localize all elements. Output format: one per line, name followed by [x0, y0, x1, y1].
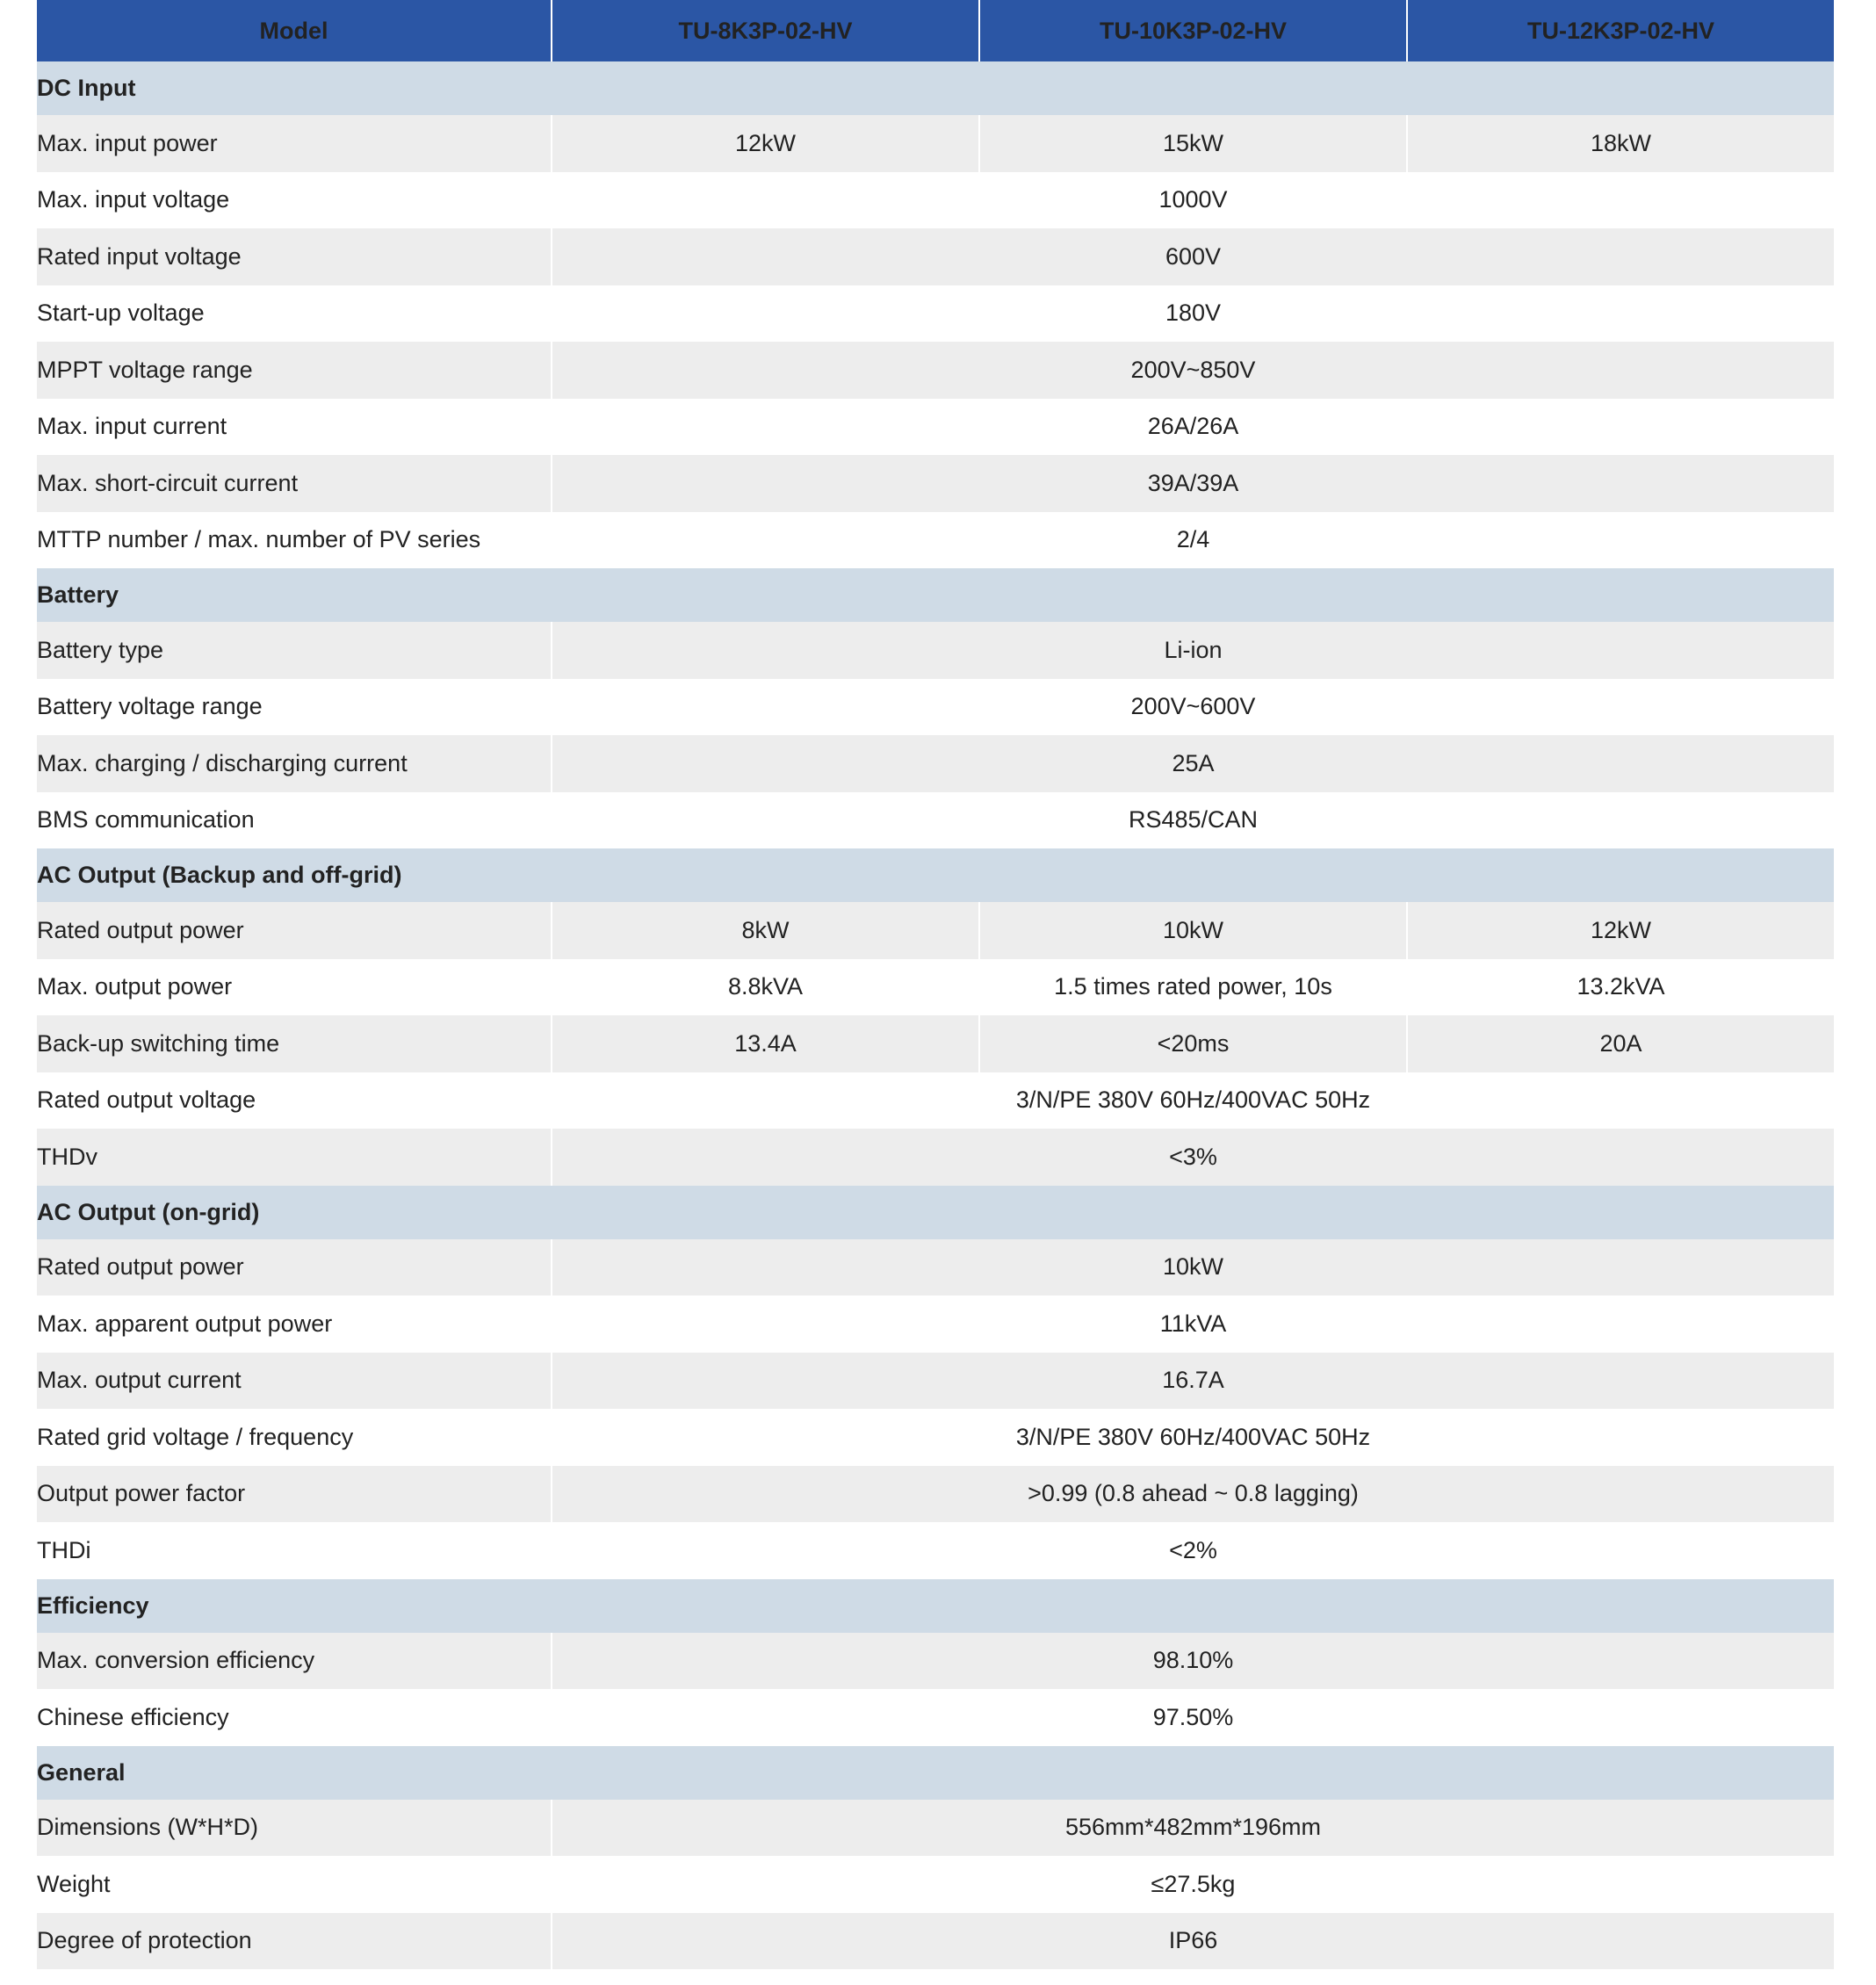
model-column-header: TU-12K3P-02-HV: [1407, 0, 1834, 61]
row-value: 2/4: [552, 512, 1834, 569]
row-value: 98.10%: [552, 1633, 1834, 1690]
table-row: [37, 115, 1834, 172]
table-row: [37, 399, 1834, 456]
row-value: 25A: [552, 735, 1834, 792]
row-label: BMS communication: [37, 806, 255, 834]
row-value: 12kW: [1407, 902, 1834, 959]
row-label: Start-up voltage: [37, 300, 205, 327]
table-row: [37, 1466, 1834, 1523]
row-value: 1000V: [552, 172, 1834, 229]
table-row: [37, 1633, 1834, 1690]
row-value: 200V~850V: [552, 342, 1834, 399]
table-header-row: [37, 0, 1834, 61]
row-label: Max. output power: [37, 973, 233, 1000]
table-row: [37, 1129, 1834, 1186]
row-value: 1.5 times rated power, 10s: [979, 959, 1407, 1016]
table-row: [37, 1239, 1834, 1296]
section-title: Efficiency: [37, 1592, 149, 1619]
section-title: AC Output (on-grid): [37, 1198, 260, 1225]
model-column-header: TU-8K3P-02-HV: [552, 0, 979, 61]
section-header-row: [37, 1746, 1834, 1800]
table-row: [37, 1689, 1834, 1746]
table-row: [37, 1800, 1834, 1857]
row-label: THDi: [37, 1536, 91, 1563]
row-value: 20A: [1407, 1015, 1834, 1072]
row-label: Rated input voltage: [37, 242, 242, 270]
table-row: [37, 1015, 1834, 1072]
table-row: [37, 792, 1834, 849]
spec-table: [37, 0, 1834, 1969]
row-value: 13.2kVA: [1407, 959, 1834, 1016]
row-label: Rated output power: [37, 1253, 244, 1281]
table-row: [37, 1913, 1834, 1970]
row-label: Battery type: [37, 636, 164, 663]
row-value: 200V~600V: [552, 679, 1834, 736]
row-value: 10kW: [552, 1239, 1834, 1296]
table-row: [37, 228, 1834, 285]
table-row: [37, 1072, 1834, 1130]
row-value: 97.50%: [552, 1689, 1834, 1746]
table-row: [37, 172, 1834, 229]
row-value: Li-ion: [552, 622, 1834, 679]
row-label: Max. input power: [37, 129, 218, 156]
table-row: [37, 1409, 1834, 1466]
table-row: [37, 512, 1834, 569]
row-label: Max. conversion efficiency: [37, 1647, 315, 1674]
row-label: Rated output power: [37, 916, 244, 943]
row-value: ≤27.5kg: [552, 1856, 1834, 1913]
row-value: 12kW: [552, 115, 979, 172]
section-title: Battery: [37, 581, 119, 608]
row-value: 18kW: [1407, 115, 1834, 172]
row-value: 26A/26A: [552, 399, 1834, 456]
row-value: 180V: [552, 285, 1834, 343]
row-value: 3/N/PE 380V 60Hz/400VAC 50Hz: [552, 1072, 1834, 1130]
table-row: [37, 735, 1834, 792]
row-value: 39A/39A: [552, 455, 1834, 512]
row-label: Max. input current: [37, 413, 227, 440]
row-label: Rated grid voltage / frequency: [37, 1423, 354, 1450]
section-header-row: [37, 568, 1834, 622]
row-label: Max. charging / discharging current: [37, 749, 408, 776]
section-title: General: [37, 1758, 126, 1786]
row-label: Weight: [37, 1870, 111, 1897]
section-title: DC Input: [37, 75, 136, 101]
table-row: [37, 1522, 1834, 1579]
table-row: [37, 342, 1834, 399]
row-value: 8kW: [552, 902, 979, 959]
section-title: AC Output (Backup and off-grid): [37, 862, 402, 888]
row-label: Back-up switching time: [37, 1029, 280, 1057]
table-row: [37, 1353, 1834, 1410]
section-header-row: [37, 61, 1834, 115]
table-row: [37, 1856, 1834, 1913]
row-label: Output power factor: [37, 1480, 246, 1507]
row-value: <2%: [552, 1522, 1834, 1579]
row-value: 3/N/PE 380V 60Hz/400VAC 50Hz: [552, 1409, 1834, 1466]
row-value: 15kW: [979, 115, 1407, 172]
row-label: Dimensions (W*H*D): [37, 1814, 259, 1841]
row-label: Max. input voltage: [37, 186, 230, 213]
row-value: 16.7A: [552, 1353, 1834, 1410]
row-label: MPPT voltage range: [37, 356, 253, 383]
row-label: Rated output voltage: [37, 1086, 256, 1114]
row-label: Battery voltage range: [37, 693, 263, 720]
table-row: [37, 902, 1834, 959]
table-row: [37, 679, 1834, 736]
row-value: 8.8kVA: [552, 959, 979, 1016]
model-header-cell: Model: [259, 17, 328, 44]
section-header-row: [37, 1579, 1834, 1633]
row-value: 11kVA: [552, 1296, 1834, 1353]
row-value: 600V: [552, 228, 1834, 285]
row-value: <3%: [552, 1129, 1834, 1186]
row-value: 13.4A: [552, 1015, 979, 1072]
table-row: [37, 622, 1834, 679]
row-label: Max. short-circuit current: [37, 469, 299, 496]
row-label: Max. apparent output power: [37, 1310, 333, 1337]
row-value: >0.99 (0.8 ahead ~ 0.8 lagging): [552, 1466, 1834, 1523]
row-value: <20ms: [979, 1015, 1407, 1072]
table-row: [37, 1296, 1834, 1353]
row-value: 556mm*482mm*196mm: [552, 1800, 1834, 1857]
section-header-row: [37, 848, 1834, 902]
row-value: IP66: [552, 1913, 1834, 1970]
row-label: Degree of protection: [37, 1927, 252, 1954]
row-value: RS485/CAN: [552, 792, 1834, 849]
table-row: [37, 455, 1834, 512]
row-label: Max. output current: [37, 1367, 242, 1394]
table-row: [37, 959, 1834, 1016]
row-label: MTTP number / max. number of PV series: [37, 526, 481, 553]
table-row: [37, 285, 1834, 343]
row-value: 10kW: [979, 902, 1407, 959]
row-label: Chinese efficiency: [37, 1703, 229, 1730]
section-header-row: [37, 1186, 1834, 1239]
table-body: [37, 61, 1834, 1969]
model-column-header: TU-10K3P-02-HV: [979, 0, 1407, 61]
row-label: THDv: [37, 1143, 97, 1170]
